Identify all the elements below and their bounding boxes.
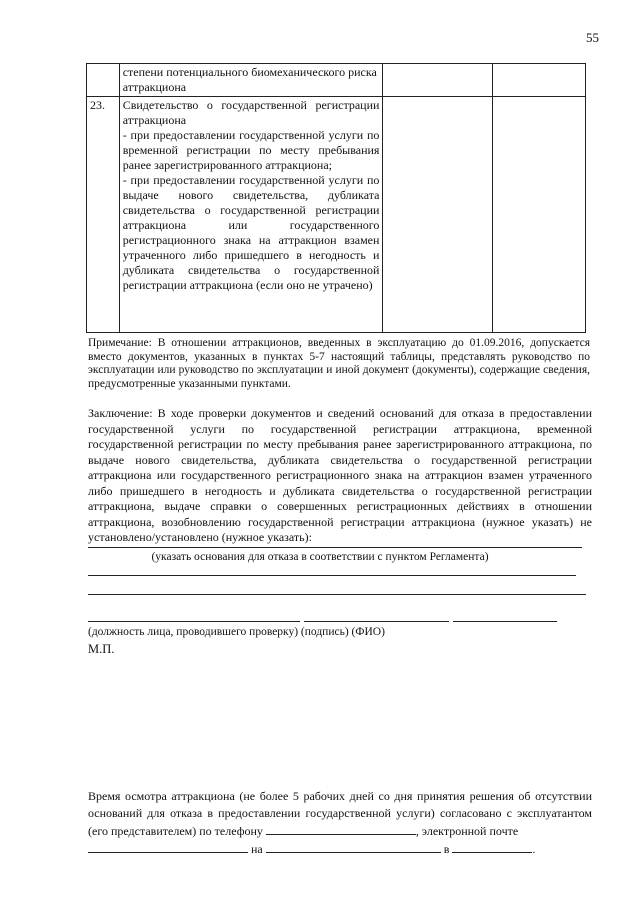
reason-caption: (указать основания для отказа в соответствии с пунктом Регламента): [151, 551, 489, 563]
time-label: в: [443, 842, 450, 856]
inspection-time-text: Время осмотра аттракциона (не более 5 рабочих дней со дня принятия решения об отсутствии оснований для отказа в предоставлении государственной услуги) согласовано с эксплуатантом (его представителем) по телефону: [88, 789, 592, 838]
signature-line[interactable]: [304, 621, 449, 622]
table-cell-document: [119, 97, 383, 333]
conclusion-paragraph: Заключение: В ходе проверки документов и сведений оснований для отказа в предоставлении государственной услуги по государственной регистрации аттракциона, временной государственной регистрации по месту пребывания ранее зарегистрированного аттракциона, по выдаче нового свидетельства, дубликата свидетельства о государственной регистрации аттракциона или государственного регистрационного знака на аттракцион взамен утраченного либо пришедшего в негодность и дубликата свидетельства о государственной регистрации аттракциона, выдаче справки о совершенных регистрационных действиях в отношении аттракциона, возобновлению государственной регистрации аттракциона (нужное указать) не установлено/установлено (нужное указать):: [88, 406, 592, 544]
date-label: на: [251, 842, 263, 856]
documents-table: [86, 63, 586, 333]
table-note: Примечание: В отношении аттракционов, введенных в эксплуатацию до 01.09.2016, допускается вместо документов, указанных в пунктах 5-7 настоящий таблицы, представлять руководство по эксплуатации или руководство по эксплуатации и иной документ (документы), содержащие сведения, предусмотренные указанными пунктами.: [88, 337, 590, 390]
time-field[interactable]: [452, 840, 532, 853]
table-row: [87, 64, 586, 97]
document-item: - при предоставлении государственной услуги по временной регистрации по месту пребывания ранее зарегистрированного аттракциона;: [122, 128, 380, 172]
email-label: , электронной почте: [415, 824, 519, 838]
position-line[interactable]: [88, 621, 300, 622]
email-field[interactable]: [88, 840, 248, 853]
table-cell-empty: [383, 97, 493, 333]
table-row: [87, 97, 586, 333]
phone-field[interactable]: [266, 822, 416, 835]
date-field[interactable]: [266, 840, 441, 853]
signature-caption: (должность лица, проводившего проверку) (подпись) (ФИО): [88, 626, 385, 638]
table-cell-empty: [493, 97, 586, 333]
reason-line[interactable]: [88, 575, 576, 576]
table-cell-document: степени потенциального биомеханического риска аттракциона: [119, 64, 383, 97]
document-item: - при предоставлении государственной услуги по выдаче нового свидетельства, дубликата свидетельства о государственной регистрации аттракциона или государственного регистрационного знака на аттракцион взамен утраченного либо пришедшего в негодность и дубликата свидетельства о государственной регистрации аттракциона (если оно не утрачено): [122, 173, 380, 292]
end-mark: .: [532, 842, 536, 856]
reason-line[interactable]: [88, 594, 586, 595]
reason-line[interactable]: [88, 547, 582, 548]
table-cell-number: 23.: [87, 97, 120, 333]
document-title: Свидетельство о государственной регистрации аттракциона: [122, 98, 380, 127]
table-cell-empty: [383, 64, 493, 97]
inspection-time-paragraph: [88, 788, 592, 858]
table-cell-number: [87, 64, 120, 97]
page-number: 55: [586, 30, 599, 45]
name-line[interactable]: [453, 621, 557, 622]
table-cell-empty: [493, 64, 586, 97]
stamp-label: М.П.: [88, 642, 115, 656]
